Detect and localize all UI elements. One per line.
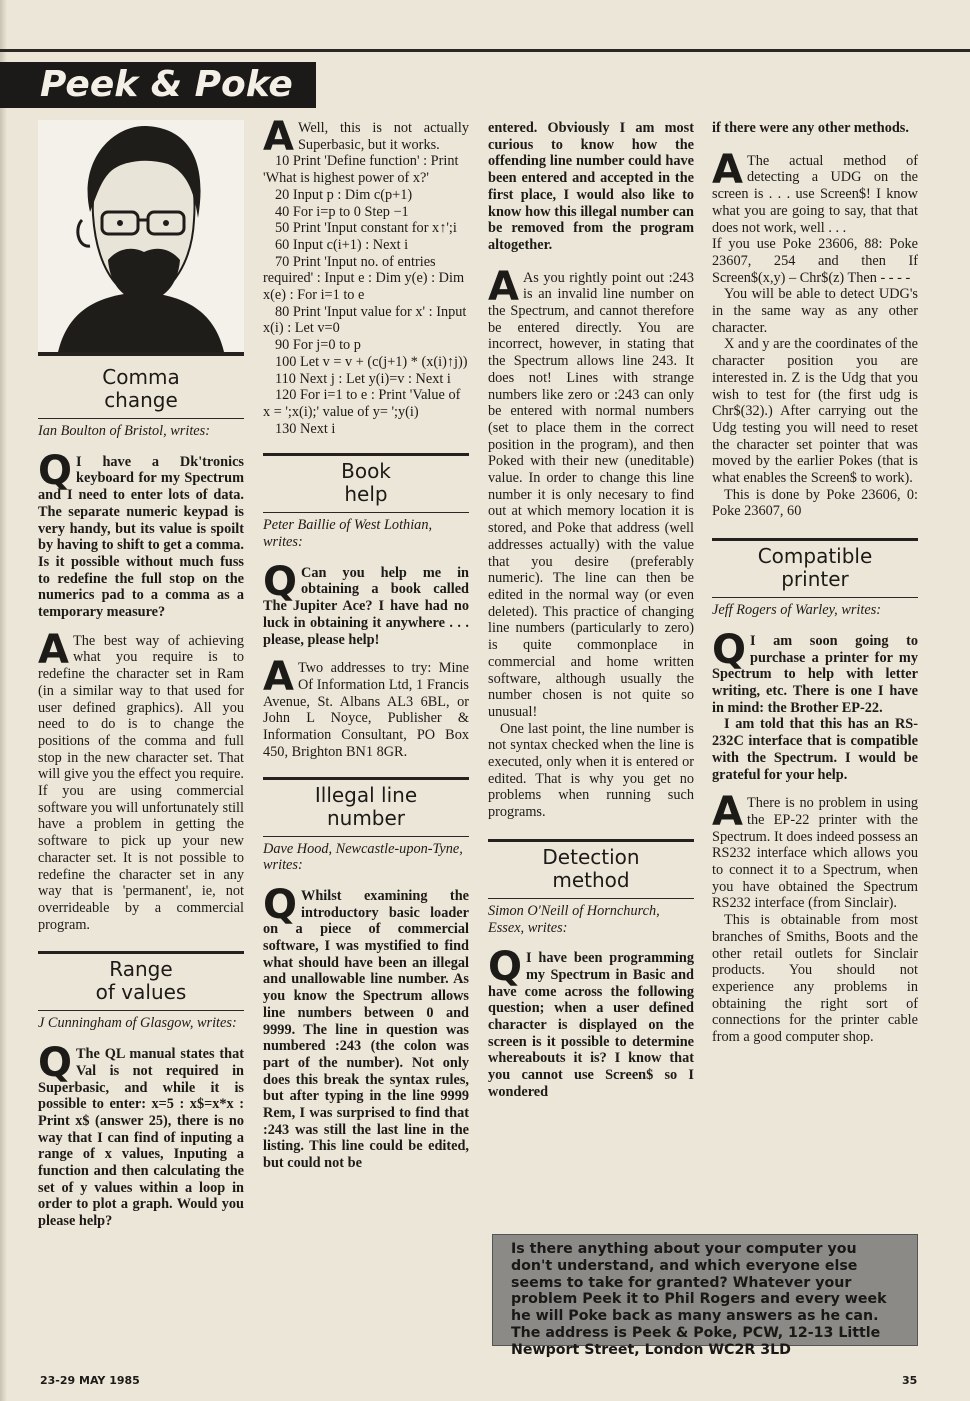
answer-text: The actual method of detecting a UDG on the screen is . . . use Screen$! I know what you are going to say, that that does not work, well . . . <box>712 152 918 236</box>
section-title-line2: of values <box>95 980 187 1005</box>
reader-info-box: Is there anything about your computer you don't understand, and which everyone else seems to take for granted? Whatever your problem Peek it to Phil Rogers and every week he will Poke back as many answers as he can. The address is Peek & Poke, PCW, 12-13 Little Newport Street, London WC2R 3LD <box>492 1234 918 1346</box>
answer-block <box>263 114 469 160</box>
question-initial: Q <box>263 881 298 928</box>
question-initial: Q <box>263 558 298 605</box>
section-title-line2: change <box>104 388 178 412</box>
question-text: Whilst examining the introductory basic loader on a piece of commercial software, I was mystified to find what should have been an illegal and unallowable line number. As you know the Spectrum allows line numbers between 0 and 9999. The line in question was numbered :243 (the colon was part of the number). Not only does this break the syntax rules, but after typing in the line 9999 Rem, I was surprised to find that :243 was still the last line in the listing. This line could be edited, but could not be <box>263 887 469 1172</box>
code-listing <box>263 153 469 437</box>
section-title-line1: Comma <box>102 365 180 389</box>
byline: Simon O'Neill of Hornchurch, Essex, writes: <box>488 898 694 936</box>
question-initial: Q <box>488 944 523 991</box>
code-line: 60 Input c(i+1) : Next i <box>275 236 409 253</box>
column-3 <box>488 120 694 1101</box>
portrait-drawing <box>38 120 244 352</box>
code-line: 20 Input p : Dim c(p+1) <box>275 186 413 203</box>
top-rule <box>0 49 970 52</box>
answer-text: This is done by Poke 23606, 0: Poke 23607, 60 <box>712 486 918 520</box>
code-line: 50 Print 'Input constant for x↑';i <box>275 220 457 237</box>
column-2 <box>263 114 469 1172</box>
question-initial: Q <box>38 447 73 494</box>
answer-text: The best way of achieving what you require is to redefine the character set in Ram (in a similar way to that used for user defined graphics). All you need to do is to change the positions of the comma and full stop in the new character set. That will give you the effect you require. If you are using commercial software you will unfortunately still have a problem in getting the software to pick up your new character set. It is not possible to redefine the character set in any way that is 'permanent', ie, not overrideable by a commercial program. <box>38 632 244 933</box>
question-text: I am told that this has an RS-232C interface that is compatible with the Spectrum. I would be grateful for your help. <box>712 716 918 783</box>
section-title-line1: Compatible <box>757 544 873 569</box>
question-text: I have been programming my Spectrum in Basic and have come across the following question; when a user defined character is displayed on the screen is it possible to determine whereabouts it is? I know that you cannot use Screen$ so I wondered <box>488 950 694 1100</box>
byline: Dave Hood, Newcastle-upon-Tyne, writes: <box>263 836 469 874</box>
answer-text: If you use Poke 23606, 88: Poke 23607, 254 and then If Screen$(x,y) – Chr$(z) Then - - - - <box>712 236 918 286</box>
question-continuation: entered. Obviously I am most curious to know how the offending line number could have been entered and accepted in the first place, I would also like to know how this illegal number can be removed from the program altogether. <box>488 120 694 253</box>
code-line: 70 Print 'Input no. of entries required' : Input e : Dim y(e) : Dim x(e) : For i=1 to e <box>263 253 465 304</box>
answer-block <box>712 146 918 237</box>
answer-initial: A <box>712 789 743 836</box>
answer-text: There is no problem in using the EP-22 printer with the Spectrum. It does indeed possess an RS232 interface which allows you to connect it to a Spectrum, when you have obtained the Spectrum RS232 interface (from Sinclair). <box>712 795 918 912</box>
question-continuation: if there were any other methods. <box>712 120 909 136</box>
code-line: 40 For i=p to 0 Step −1 <box>275 203 409 220</box>
code-line: 80 Print 'Input value for x' : Input x(i) : Let v=0 <box>263 303 467 337</box>
section-title-line2: printer <box>781 567 849 592</box>
code-line: 90 For j=0 to p <box>275 337 361 354</box>
section-title-line1: Range <box>109 957 173 982</box>
byline: Ian Boulton of Bristol, writes: <box>38 418 244 440</box>
question-block <box>263 558 469 649</box>
question-initial: Q <box>38 1040 73 1087</box>
answer-initial: A <box>488 263 519 310</box>
answer-text: Two addresses to try: Mine Of Information Ltd, 1 Francis Avenue, St. Albans AL3 6BL, or John L Noyce, Publisher & Information Consultant, PO Box 450, Brighton BN1 8GR. <box>263 660 469 760</box>
code-line: 130 Next i <box>275 420 336 437</box>
code-line: 110 Next j : Let y(i)=v : Next i <box>275 370 451 387</box>
answer-initial: A <box>263 114 294 160</box>
question-block <box>263 881 469 1172</box>
page-fold-shadow <box>0 0 7 1401</box>
answer-text: As you rightly point out :243 is an invalid line number on the Spectrum, and cannot therefore be entered directly. You are incorrect, however, in stating that the Spectrum allows line 243. It does not! Lines with strange numbers like zero or :243 can only be entered with normal numbers (set to place them in the correct position in the program), and then Poked with their new (uneditable) value. In order to change this line number it is only necesary to find out at which memory location it is stored, and Poke that address (well addresses actually) with the value that you desire (preferably numeric). The line can then be edited in the normal way (or even deleted). This practice of changing line numbers (particularly to zero) is quite commonplace in commercial and home written software, although usually the number chosen is not quite so unusual! <box>488 269 694 720</box>
answer-block <box>712 789 918 912</box>
byline: J Cunningham of Glasgow, writes: <box>38 1010 244 1032</box>
answer-block <box>38 626 244 934</box>
page-number: 35 <box>902 1374 918 1387</box>
section-title-line1: Detection <box>542 844 640 869</box>
answer-initial: A <box>38 626 69 673</box>
question-block <box>488 944 694 1100</box>
question-text: I have a Dk'tronics keyboard for my Spectrum and I need to enter lots of data. The separate numeric keypad is very handy, but its value is spoilt by having to shift to get a comma. Is it possible without much fuss to redefine the full stop on the numerics pad to a comma as a temporary measure? <box>38 453 244 621</box>
question-block <box>38 447 244 621</box>
column-4 <box>712 120 918 1046</box>
section-title-line1: Book <box>341 459 391 484</box>
author-portrait <box>38 120 244 356</box>
section-title-line2: help <box>344 482 388 507</box>
footer-date: 23-29 MAY 1985 <box>40 1374 140 1387</box>
answer-text: You will be able to detect UDG's in the same way as any other character. <box>712 286 918 336</box>
answer-text: This is obtainable from most branches of Smiths, Boots and the other retail outlets for Sinclair products. You should not experience any problems in obtaining the right sort of connections for the printer cable from a good computer shop. <box>712 912 918 1046</box>
section-title-line1: Illegal line <box>314 782 418 807</box>
question-text: The QL manual states that Val is not required in Superbasic, and while it is possible to enter: x=5 : x$=x*x : Print x$ (answer 25), there is no way that I can find of inputing a range of x values, Inputing a function and then calculating the set of y values within a loop in order to plot a graph. Would you please help? <box>38 1046 244 1230</box>
question-text: I am soon going to purchase a printer for my Spectrum to help with letter writing, etc. There is one I have in mind: the Brother EP-22. <box>712 632 918 716</box>
column-1 <box>38 120 244 1230</box>
answer-text: X and y are the coordinates of the character position you are interested in. Z is the Udg that you wish to test for (the first udg is Chr$(32).) After carrying out the Udg testing you will need to reset the character set pointer that was moved by the earlier Pokes (that is what enables the Screen$ to work). <box>712 336 918 487</box>
question-block <box>38 1040 244 1230</box>
question-initial: Q <box>712 626 747 673</box>
byline: Jeff Rogers of Warley, writes: <box>712 597 918 619</box>
question-text: Can you help me in obtaining a book called The Jupiter Ace? I have had no luck in obtaining it anywhere . . . please, please help! <box>263 564 469 648</box>
answer-initial: A <box>712 146 743 193</box>
code-line: 100 Let v = v + (c(j+1) * (x(i)↑j)) <box>275 353 468 370</box>
question-block <box>712 626 918 717</box>
code-line: 10 Print 'Define function' : Print 'What is highest power of x?' <box>263 153 459 187</box>
byline: Peter Baillie of West Lothian, writes: <box>263 512 469 550</box>
answer-text: One last point, the line number is not syntax checked when the line is executed, only when it is entered or edited. That is why you get no problems when running such programs. <box>488 720 694 821</box>
page-title: Peek & Poke <box>0 62 316 108</box>
section-title-line2: method <box>552 867 630 892</box>
code-line: 120 For i=1 to e : Print 'Value of x = ';x(i);' value of y= ';y(i) <box>263 387 461 420</box>
answer-initial: A <box>263 654 294 701</box>
answer-block <box>488 263 694 721</box>
answer-text: Well, this is not actually Superbasic, but it works. <box>297 120 469 153</box>
answer-block <box>263 654 469 760</box>
section-title-line2: number <box>326 805 406 830</box>
